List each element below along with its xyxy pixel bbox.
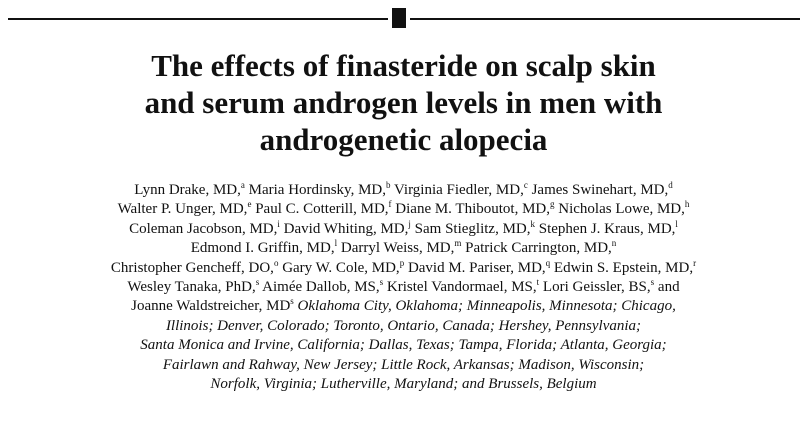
affiliation-mark: k [530,218,535,229]
affiliation-text: Oklahoma City, Oklahoma; Minneapolis, Minnesota; Chicago, [297,298,676,315]
author-name: Gary W. Cole, MD, [282,259,400,276]
title-line: and serum androgen levels in men with [144,85,663,120]
affiliation-mark: s [290,296,294,307]
connector-and: and [657,279,680,296]
affiliation-line: Illinois; Denver, Colorado; Toronto, Ontario, Canada; Hershey, Pennsylvania; [165,317,642,334]
author-line [0,181,807,200]
author-line [0,259,807,278]
author-name: Nicholas Lowe, MD, [558,201,685,218]
author-name: David M. Pariser, MD, [407,259,546,276]
affiliation-mark: m [454,238,462,249]
affiliation-mark: d [668,180,673,190]
author-name: Stephen J. Kraus, MD, [538,220,676,237]
author-name: Coleman Jacobson, MD, [129,220,278,237]
author-line [0,239,807,258]
author-name: Patrick Carrington, MD, [465,240,612,257]
affiliation-mark: g [550,199,555,210]
author-line [0,220,807,239]
affiliation-mark: s [379,277,384,288]
affiliation-mark: l [334,238,338,249]
title-line: androgenetic alopecia [259,122,548,157]
author-name: James Swinehart, MD, [531,182,669,198]
affiliation-mark: b [385,180,391,190]
affiliation-mark: s [650,277,655,288]
affiliation-mark: s [255,277,260,288]
author-name: Maria Hordinsky, MD, [248,182,386,198]
author-line [0,200,807,219]
author-name: Walter P. Unger, MD, [117,201,248,218]
header-rule-left [8,18,388,20]
affiliation-mark: j [408,218,411,229]
author-name: Paul C. Cotterill, MD, [255,201,389,218]
header-rule-right [410,18,800,20]
title-line: The effects of finasteride on scalp skin [151,48,656,83]
affiliation-line: Fairlawn and Rahway, New Jersey; Little Rock, Arkansas; Madison, Wisconsin; [162,356,645,373]
article-title [0,47,807,158]
header-square-marker [392,8,406,28]
author-name: Aimée Dallob, MS, [262,279,380,296]
affiliation-mark: q [545,257,551,268]
affiliation-mark: n [611,238,617,249]
affiliation-mark: h [684,199,690,210]
author-name: Lynn Drake, MD, [134,182,241,198]
affiliation-mark: e [247,199,252,210]
affiliation-mark: l [675,218,678,229]
affiliation-mark: c [523,180,528,190]
author-line [0,278,807,297]
affiliation-mark: f [388,199,392,210]
author-list [0,181,807,394]
affiliation-mark: r [693,257,697,268]
author-name: Edwin S. Epstein, MD, [553,259,694,276]
author-name: Joanne Waldstreicher, MD [131,298,291,315]
author-name: Kristel Vandormael, MS, [386,279,537,296]
author-name: Wesley Tanaka, PhD, [127,279,256,296]
author-name: Christopher Gencheff, DO, [110,259,274,276]
author-line [0,297,807,316]
affiliation-mark: p [399,257,405,268]
affiliation-mark: t [536,277,540,288]
affiliation-mark: a [240,180,245,190]
author-name: Diane M. Thiboutot, MD, [395,201,550,218]
affiliation-line: Norfolk, Virginia; Lutherville, Maryland; and Brussels, Belgium [210,376,597,393]
author-name: Virginia Fiedler, MD, [393,182,524,198]
author-name: David Whiting, MD, [283,220,409,237]
affiliation-line: Santa Monica and Irvine, California; Dallas, Texas; Tampa, Florida; Atlanta, Georgia; [140,337,667,354]
author-name: Sam Stieglitz, MD, [414,220,531,237]
author-name: Edmond I. Griffin, MD, [190,240,335,257]
affiliation-mark: i [277,218,280,229]
author-name: Darryl Weiss, MD, [340,240,455,257]
author-name: Lori Geissler, BS, [542,279,651,296]
affiliation-mark: o [273,257,279,268]
